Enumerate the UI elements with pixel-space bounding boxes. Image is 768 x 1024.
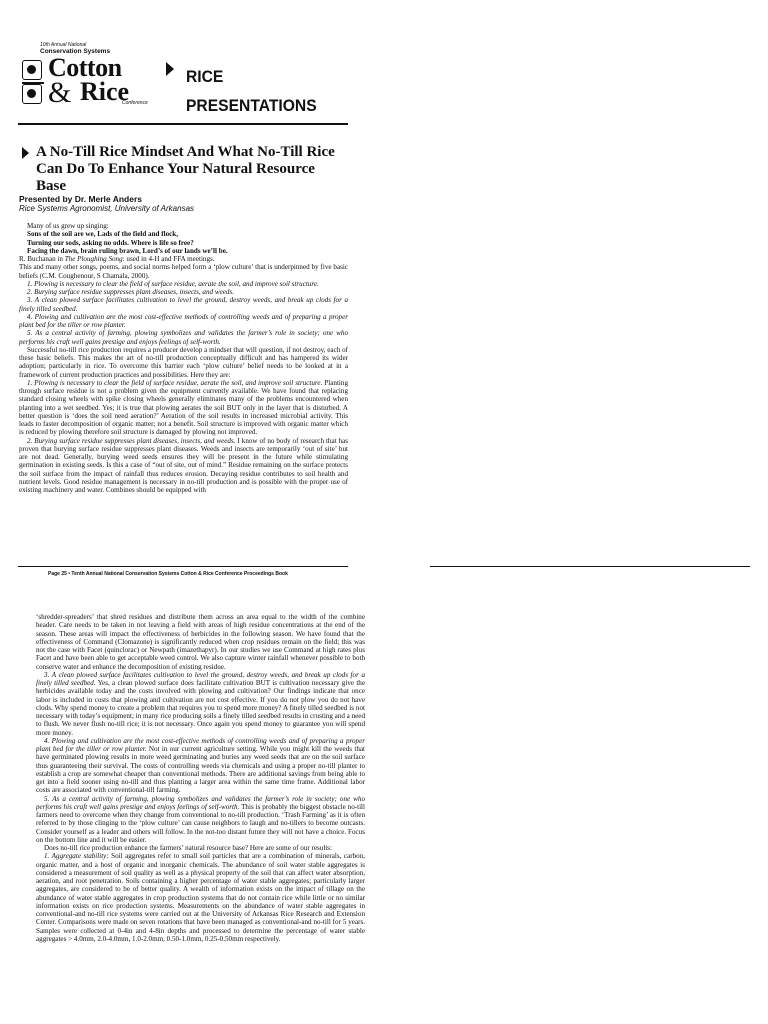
- song-title: The Ploughing Song: [64, 255, 123, 263]
- discussion-text: I know of no body of research that has proven that burying surface residue suppresses plant diseases. Weeds and insects are temporarily ‘out of site’ but are not dead. Generally, burying weed seeds ensures they will be present in the future while stimulating germination in existing seeds. Is this a case of “out of site, out of mind.” Residue remaining on the surface protects the soil surface from the impact of rainfall thus reduces erosion. Decaying residue contributes to soil health and nutrient levels. Good residue management is necessary in no-till production and is possible with the proper use of existing machinery and water. Combines should be equipped with: [19, 436, 348, 494]
- belief-text: 3. A clean plowed surface facilitates cultivation to level the ground, destroy weeds, and break up clods for a finely tilled seedbed.: [36, 670, 365, 687]
- logo-cotton: Cotton: [48, 53, 122, 82]
- result-item: [36, 852, 365, 943]
- cotton-emblem-icon: [22, 60, 42, 80]
- discussion-item: [36, 671, 365, 737]
- song-lyric: Facing the dawn, brain ruling brawn, Lord’s of our lands we’ll be.: [27, 246, 228, 255]
- section-title-line-2: PRESENTATIONS: [186, 96, 317, 115]
- logo-conference: Conference: [122, 100, 148, 106]
- song-credit: [19, 255, 348, 263]
- belief-text: 1. Plowing is necessary to clear the field of surface residue, aerate the soil, and improve soil structure.: [27, 279, 319, 288]
- presenter: Presented by Dr. Merle Anders: [19, 194, 142, 204]
- belief-text: 4. Plowing and cultivation are the most cost-effective methods of controlling weeds and of preparing a proper plant bed for the tiller or row planter.: [36, 736, 365, 753]
- article-triangle-icon: [22, 147, 29, 159]
- song-lyric: Turning our sods, asking no odds. Where is life so free?: [27, 238, 194, 247]
- discussion-text: Planting through surface residue is not a problem given the equipment currently available. We have found that replacing standard closing wheels with spike closing wheels generally eliminates many of the problems encountered when planting into a wet seedbed. Yes; it is true that plowing aerates the soil BUT only in the layer that is disturbed. A better question is ‘does the soil need aeration?’ Aeration of the soil results in increased microbial activity. This leads to faster decomposition of organic matter; not a benefit. Soil structure is improved with organic matter which is reduced by plowing therefore soil structure is damaged by plowing not improved.: [19, 378, 348, 437]
- section-triangle-icon: [166, 62, 174, 76]
- discussion-text: This is probably the biggest obstacle no-till farmers need to overcome when they change from conventional to no-till production. ‘Trash Farming’ as it is often referred to by those clinging to the ‘plow culture’ can cause neighbors to laugh and no-tillers to become outcasts. Consider yourself as a leader and others will follow. In the not-too distant future they will not have a choice. Focus on the bottom line and it will be easier.: [36, 802, 365, 844]
- discussion-item: [19, 379, 348, 437]
- belief-text: 3. A clean plowed surface facilitates cultivation to level the ground, destroy weeds, and break up clods for a finely tilled seedbed.: [19, 296, 348, 313]
- belief-item: [19, 288, 348, 296]
- belief-text: 5. As a central activity of farming, plowing symbolizes and validates the farmer’s role in society; one who performs his craft well gains prestige and enjoys feelings of self-worth.: [36, 794, 365, 811]
- body-column-1: [19, 222, 348, 566]
- discussion-item: [36, 737, 365, 795]
- paragraph: Many of us grew up singing:: [27, 222, 109, 230]
- conference-logo: [18, 42, 168, 112]
- discussion-text: Yes, a clean plowed surface does facilitate cultivation BUT is cultivation necessary give the herbicides available today and the costs involved with plowing and cultivation? Our findings indicate that once labor is included in costs that plowing and cultivation are not cost effective. If you do not plow you do not have clods. Why spend money to create a problem that requires you to spend more money? A finely tilled seedbed is not necessary with today’s equipment; in many rice producing soils a finely tilled seedbed results in crusting and a need to flush. We never flush no-till rice; it is not necessary. Once again you spend money to guarantee you will spend more money.: [36, 679, 365, 737]
- page-footer: Page 25 • Tenth Annual National Conservation Systems Cotton & Rice Conference Proceedings Book: [48, 571, 288, 577]
- belief-text: 4. Plowing and cultivation are the most cost-effective methods of controlling weeds and of preparing a proper plant bed for the tiller or row planter.: [19, 312, 348, 329]
- header-rule: [18, 123, 348, 125]
- body-column-2: [36, 613, 365, 1021]
- section-title-line-1: RICE: [186, 67, 224, 86]
- affiliation: Rice Systems Agronomist, University of Arkansas: [19, 204, 195, 213]
- paragraph: Successful no-till rice production requires a producer develop a mindset that will question, if not destroy, each of these basic beliefs. This makes the art of no-till production conceptually difficult and has hampered its wider adoption; particularly in rice. To overcome this barrier each ‘plow culture’ belief needs to be looked at in a framework of current production practices and possibilities. Here they are:: [19, 345, 348, 379]
- logo-rice: Rice: [80, 77, 130, 106]
- paragraph: This and many other songs, poems, and social norms helped form a ‘plow culture’ that is underpinned by five basic beliefs (C.M. Coughenour, S Chamala, 2000).: [19, 263, 348, 280]
- result-heading: 1. Aggregate stability:: [44, 852, 109, 861]
- section-title: [186, 62, 317, 120]
- result-text: Soil aggregates refer to small soil particles that are a combination of minerals, carbon, organic matter, and a host of organic and inorganic chemicals. The abundance of soil water stable aggregates is considered a measurement of soil quality as well as a physical property of the soil that can affect water absorption, aeration, and root penetration. Soils containing a higher percentage of water stable aggregates; particularly larger aggregates, are considered to be of better quality. A wealth of information exists on the impact of tillage on the abundance of water stable aggregates in crop production systems that do not contain rice while little or no similar information exists on rice production systems. Measurements on the abundance of water stable aggregates in conventional-and no-till rice systems were carried out at the University of Arkansas Rice Research and Extension Center. Comparisons were made on seven rotations that have been managed as conventional-and no-till for 5 years. Samples were collected at 0-4in and 4-8in depths and processed to determine the percentage of water stable aggregates > 4.0mm, 2.0-4.0mm, 1.0-2.0mm, 0.50-1.0mm, 0.25-0.50mm respectively.: [36, 852, 365, 943]
- paragraph: Does no-till rice production enhance the farmers’ natural resource base? Here are some of our results:: [44, 844, 333, 852]
- belief-item: [19, 329, 348, 346]
- rice-emblem-icon: [22, 84, 42, 104]
- song-lyric: Sons of the soil are we, Lads of the field and flock,: [27, 230, 179, 239]
- belief-text: 1. Plowing is necessary to clear the field of surface residue, aerate the soil, and improve soil structure.: [27, 378, 323, 387]
- belief-item: [19, 313, 348, 330]
- logo-line-1: 10th Annual National: [40, 42, 87, 48]
- belief-text: 2. Burying surface residue suppresses plant diseases, insects, and weeds.: [27, 436, 236, 445]
- belief-text: 2. Burying surface residue suppresses plant diseases, insects, and weeds.: [27, 288, 234, 296]
- credit-text: : used in 4-H and FFA meetings.: [122, 255, 215, 263]
- logo-line-2: Conservation Systems: [40, 48, 111, 55]
- discussion-text: Not in our current agriculture setting. While you might kill the weeds that have germinated plowing results in more weed germinating and buries any weed seeds that are on the soil surface thus guaranteeing their survival. The costs of controlling weeds via chemicals and using a proper no-till planter to establish a crop are somewhat cheaper than conventional methods. There are additional savings from being able to get into a field sooner using no-till and thus planting a larger area within the same time frame. Additional labor costs are associated with conventional-till farming.: [36, 745, 365, 795]
- paragraph: ‘shredder-spreaders’ that shred residues and distribute them across an area equal to the width of the combine header. Care needs to be taken in not leaving a field with areas of high residue concentrations at the end of the season. These areas will impact the effectiveness of herbicides in the following season. We have found that the effectiveness of Command (Clomazone) is significantly reduced when crop residues remain on the field; this was not the case with Facet (quinclorac) or Newpath (imazethapyr). In our studies we use Command at high rates plus Facet and have been able to get acceptable weed control. We also capture winter rainfall whenever possible to both conserve water and enhance the decomposition of existing residue.: [36, 613, 365, 671]
- footer-rule: [18, 566, 348, 567]
- belief-text: 5. As a central activity of farming, plowing symbolizes and validates the farmer’s role in society; one who performs his craft well gains prestige and enjoys feelings of self-worth.: [19, 329, 348, 346]
- footer-rule-right: [430, 566, 750, 567]
- belief-item: [19, 296, 348, 313]
- belief-item: [19, 280, 348, 288]
- logo-ampersand: &: [48, 76, 72, 109]
- credit-text: R. Buchanan in: [19, 255, 65, 263]
- discussion-item: [19, 437, 348, 495]
- discussion-item: [36, 795, 365, 845]
- article-title: A No-Till Rice Mindset And What No-Till Rice Can Do To Enhance Your Natural Resource Base: [36, 144, 335, 194]
